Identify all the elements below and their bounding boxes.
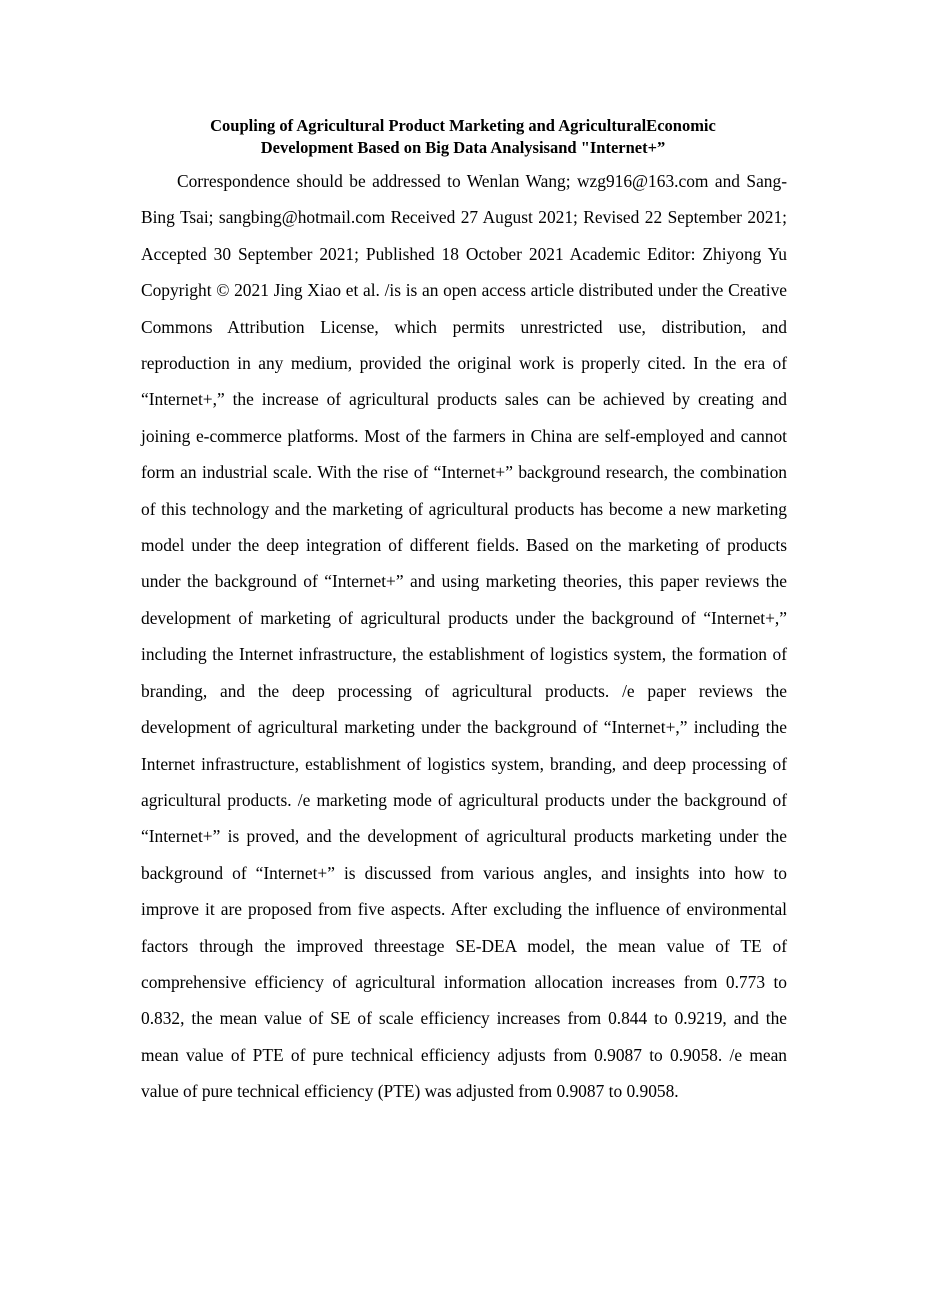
title-line-2: Development Based on Big Data Analysisand "Internet+”: [260, 138, 666, 157]
abstract-paragraph: Correspondence should be addressed to Wenlan Wang; wzg916@163.com and Sang-Bing Tsai; sangbing@hotmail.com Received 27 August 2021; Revised 22 September 2021; Accepted 30 September 2021; Published 18 October 2021 Academic Editor: Zhiyong Yu Copyright © 2021 Jing Xiao et al. /is is an open access article distributed under the Creative Commons Attribution License, which permits unrestricted use, distribution, and reproduction in any medium, provided the original work is properly cited. In the era of “Internet+,” the increase of agricultural products sales can be achieved by creating and joining e-commerce platforms. Most of the farmers in China are self-employed and cannot form an industrial scale. With the rise of “Internet+” background research, the combination of this technology and the marketing of agricultural products has become a new marketing model under the deep integration of different fields. Based on the marketing of products under the background of “Internet+” and using marketing theories, this paper reviews the development of marketing of agricultural products under the background of “Internet+,” including the Internet infrastructure, the establishment of logistics system, the formation of branding, and the deep processing of agricultural products. /e paper reviews the development of agricultural marketing under the background of “Internet+,” including the Internet infrastructure, establishment of logistics system, branding, and deep processing of agricultural products. /e marketing mode of agricultural products under the background of “Internet+” is proved, and the development of agricultural products marketing under the background of “Internet+” is discussed from various angles, and insights into how to improve it are proposed from five aspects. After excluding the influence of environmental factors through the improved threestage SE-DEA model, the mean value of TE of comprehensive efficiency of agricultural information allocation increases from 0.773 to 0.832, the mean value of SE of scale efficiency increases from 0.844 to 0.9219, and the mean value of PTE of pure technical efficiency adjusts from 0.9087 to 0.9058. /e mean value of pure technical efficiency (PTE) was adjusted from 0.9087 to 0.9058.: [141, 171, 787, 1102]
title-line-1: Coupling of Agricultural Product Marketing and AgriculturalEconomic: [210, 116, 716, 135]
paper-title: [120, 115, 806, 159]
